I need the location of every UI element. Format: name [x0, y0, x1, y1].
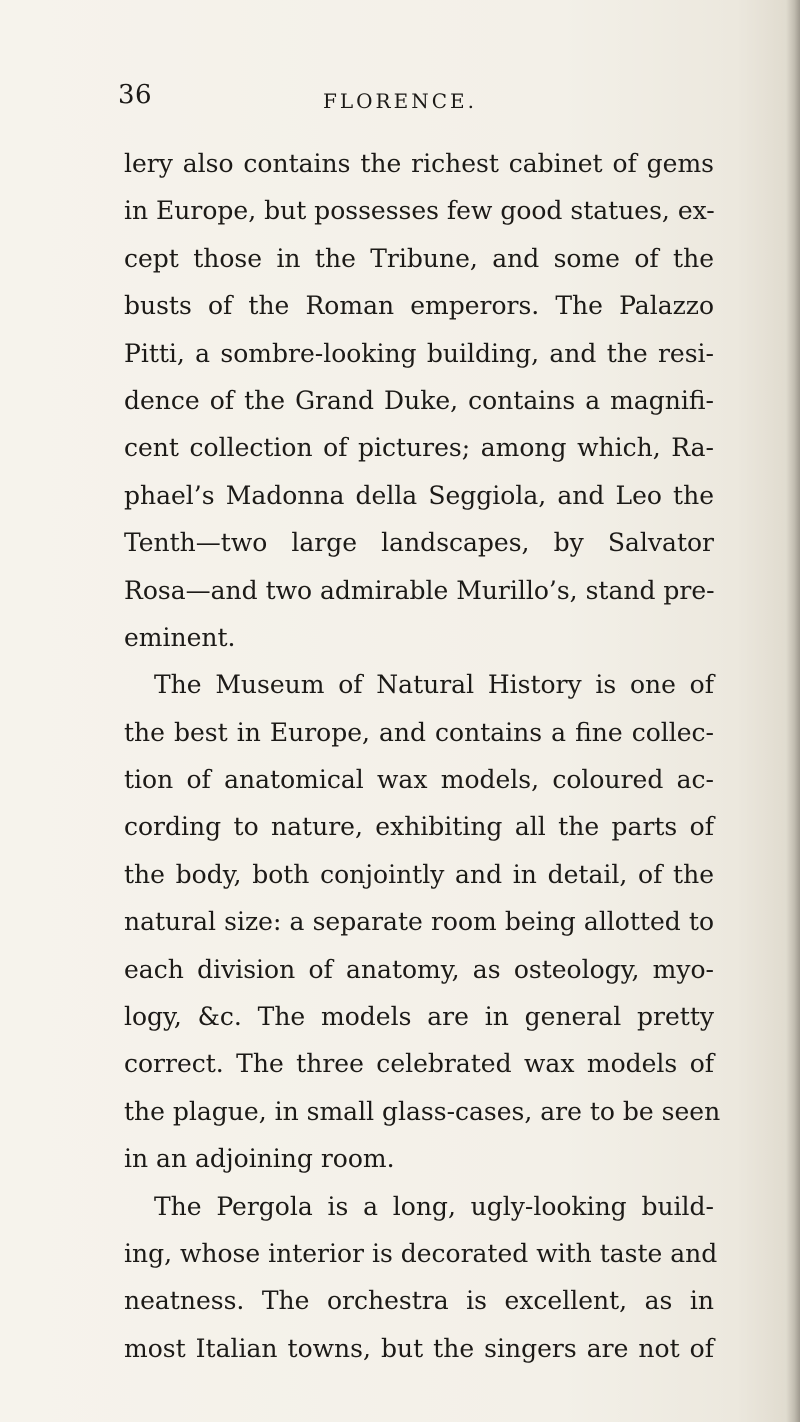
text-line: neatness. The orchestra is excellent, as in [124, 1286, 714, 1316]
text-line: correct. The three celebrated wax models of [124, 1049, 714, 1079]
text-line: most Italian towns, but the singers are not of [124, 1333, 714, 1363]
text-line: The Museum of Natural History is one of [154, 670, 714, 700]
text-line: lery also contains the richest cabinet of gems [124, 149, 714, 178]
text-line: the body, both conjointly and in detail, of the [124, 859, 714, 889]
text-line: Tenth—two large landscapes, by Salvator [124, 528, 714, 558]
text-line: natural size: a separate room being allotted to [124, 907, 714, 937]
text-line: tion of anatomical wax models, coloured ac- [124, 765, 714, 795]
text-line: in Europe, but possesses few good statues, ex- [124, 196, 715, 226]
text-line: the plague, in small glass-cases, are to be seen [124, 1096, 721, 1126]
text-line: ing, whose interior is decorated with taste and [124, 1238, 718, 1268]
text-line: cent collection of pictures; among which, Ra- [124, 433, 714, 463]
page-edge-shadow [786, 0, 800, 1422]
text-line: dence of the Grand Duke, contains a magnifi- [124, 385, 714, 415]
text-line: phael’s Madonna della Seggiola, and Leo the [124, 480, 714, 510]
text-line: Pitti, a sombre-looking building, and the resi- [124, 338, 714, 368]
text-line: eminent. [124, 622, 236, 652]
text-line: in an adjoining room. [124, 1144, 395, 1174]
text-line: Rosa—and two admirable Murillo’s, stand pre- [124, 575, 715, 605]
text-line: each division of anatomy, as osteology, myo- [124, 954, 714, 984]
text-line: cept those in the Tribune, and some of the [124, 243, 714, 273]
text-line: the best in Europe, and contains a fine collec- [124, 717, 714, 747]
text-line: logy, &c. The models are in general pretty [124, 1002, 714, 1032]
text-line: busts of the Roman emperors. The Palazzo [124, 291, 714, 321]
text-line: cording to nature, exhibiting all the parts of [124, 812, 714, 842]
running-head: FLORENCE. [323, 89, 477, 113]
body-text [124, 140, 721, 1372]
text-line: The Pergola is a long, ugly-looking build- [154, 1191, 714, 1221]
page-number: 36 [118, 80, 153, 110]
